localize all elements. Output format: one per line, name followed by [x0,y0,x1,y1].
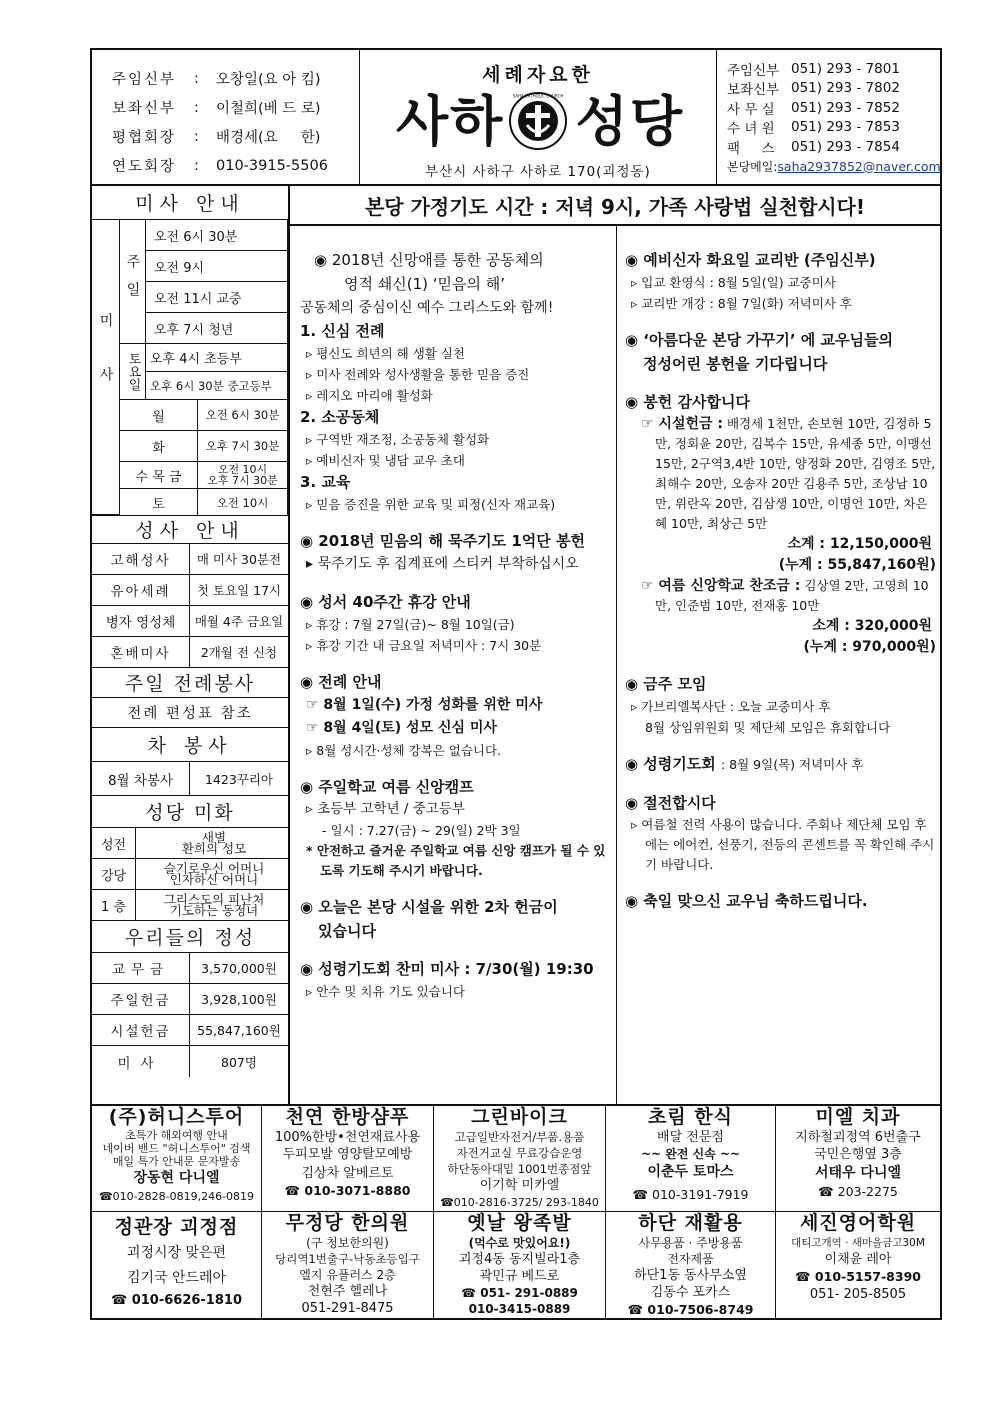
ad-miel-dental: 미엘 치과 지하철괴정역 6번출구 국민은행옆 3층 서태우 다니엘 ☎ 203-2275 [776,1106,940,1212]
ad-jeonggwanjang: 정관장 괴정점 괴정시장 맞은편 김기국 안드레아 ☎ 010-6626-1810 [92,1212,262,1318]
staff-value: 배경세(요 한) [216,130,321,146]
sunday-mass-3: 오전 11시 교중 [146,282,288,313]
car-row: 8월 차봉사 1423꾸리아 [92,762,288,796]
weekday-mon: 월 [120,400,198,431]
mass-label: 미사 [92,220,120,515]
svg-text:SAHA CATHOLIC CHURCH: SAHA CATHOLIC CHURCH [512,93,564,99]
section-title: ◉ 봉헌 감사합니다 [625,393,750,411]
ad-mujeongdang-clinic: 무정당 한의원 (구 청보한의원) 당리역1번출구-낙동초등입구 엘지 유플러스 2층 천현주 헬레나 051-291-8475 [262,1212,434,1318]
section-title: ◉ 금주 모임 [625,675,707,693]
church-name-left: 사하 [396,89,505,153]
mass-table: 미사 주일 오전 6시 30분 오전 9시 오전 11시 교중 오후 7시 청년 토요일 오후 4시 초등부 오후 6시 30분 중고등부 월 오전 6시 30분 화 오후 7시 30분 수 목 금 오전 10시 오후 7시 30분 토 오전 10시 [92,220,288,516]
church-name [382,88,694,154]
bulletin-frame [90,48,942,1320]
column-1: ◉ 2018년 신망애를 통한 공동체의 영적 쇄신(1) ‘믿음의 해’ 공동체의 중심이신 예수 그리스도와 함께! 1. 신심 전례 ▹ 평신도 희년의 해 생활 실천 ▹ 미사 전례와 성사생활을 통한 믿음 증진 ▹ 레지오 마리애 활성화 2. 소공동체 ▹ 구역반 재조정, 소공동체 활성화 ▹ 예비신자 및 냉담 교우 초대 3. 교육 ▹ 믿음 증진을 위한 교육 및 피정(신자 재교육) ◉ 2018년 믿음의 해 묵주기도 1억단 봉헌 ▸ 묵주기도 후 집계표에 스티커 부착하십시오 ◉ 성서 40주간 휴강 안내 ▹ 휴강 : 7월 27일(금)~ 8월 10일(금) ▹ 휴강 기간 내 금요일 저녁미사 : 7시 30분 ◉ 전례 안내 ☞ 8월 1일(수) 가정 성화를 위한 미사 ☞ 8월 4일(토) 성모 신심 미사 ▹ 8월 성시간·성체 강복은 없습니다. ◉ 주일학교 여름 신앙캠프 ▹ 초등부 고학년 / 중고등부 - 일시 : 7.27(금) ~ 29(일) 2박 3일 * 안전하고 즐거운 주일학교 여름 신앙 캠프가 될 수 있도록 기도해 주시기 바랍니다. ◉ 오늘은 본당 시설을 위한 2차 헌금이 있습니다 ◉ 성령기도회 찬미 미사 : 7/30(월) 19:30 ▹ 안수 및 치유 기도 있습니다 [290,226,616,1104]
decor-row: 강당 슬기로우신 어머니 인자하신 어머니 [92,859,288,890]
church-name-right: 성당 [575,89,684,153]
sacrament-row: 혼배미사 2개월 전 신청 [92,637,288,668]
sunday-label: 주일 [120,220,146,344]
ad-honeys-tour: (주)허니스투어 초특가 해외여행 안내 네이버 밴드 "허니스투어" 검색 매일 특가 안내문 문자발송 장동현 다니엘 ☎010-2828-0819,246-0819 [92,1106,262,1212]
contact-row: 사 무 실 051) 293 - 7852 [727,99,900,118]
sacrament-row: 고해성사 매 미사 30분전 [92,544,288,575]
staff-list [92,50,360,184]
offering-row: 미사 807명 [92,1046,288,1077]
section-title: 영적 쇄신(1) ‘믿음의 해’ [344,275,506,293]
staff-row: 연도회장 : 010-3915-5506 [112,151,359,180]
offering-row: 교무금 3,570,000원 [92,953,288,984]
liturgy-title: 주일 전례봉사 [92,668,288,698]
staff-row: 주임신부 : 오창일(요 아 킴) [112,64,359,93]
section-title: ◉ 성서 40주간 휴강 안내 [300,593,471,611]
section-title: ◉ 성령기도회 찬미 미사 : 7/30(월) 19:30 [300,960,594,978]
car-table [92,762,288,796]
ad-sejin-english: 세진영어학원 대티고개역 · 새마을금고30M 이채윤 레아 ☎ 010-5157-8390 051- 205-8505 [791,1212,925,1302]
section-title: ◉ 2018년 신망애를 통한 공동체의 [314,251,544,269]
staff-value: 010-3915-5506 [216,157,328,174]
sacrament-title: 성사 안내 [92,516,288,544]
sunday-mass-1: 오전 6시 30분 [146,220,288,251]
section-title: ◉ 전례 안내 [300,673,382,691]
section-title: ◉ 오늘은 본당 시설을 위한 2차 헌금이 [300,898,558,916]
section-title: ◉ 성령기도회 : 8월 9일(목) 저녁미사 후 [625,755,864,773]
subtitle: 세례자요한 [482,64,594,86]
contact-row: 팩 스 051) 293 - 7854 [727,138,900,157]
section-title: ◉ 2018년 믿음의 해 묵주기도 1억단 봉헌 [300,532,585,550]
decor-table [92,828,288,921]
ad-hadan-recycle: 하단 재활용 사무용품 · 주방용품 전자제품 하단1동 동사무소옆 김동수 포카스 ☎ 010-7506-8749 [606,1212,776,1318]
banner: 본당 가정기도 시간 : 저녁 9시, 가족 사랑법 실천합시다! [290,186,940,226]
decor-title: 성당 미화 [92,796,288,828]
sacrament-row: 유아세례 첫 토요일 17시 [92,575,288,606]
section-subtitle: 공동체의 중심이신 예수 그리스도와 함께! [300,300,554,316]
offering-row: 주일헌금 3,928,100원 [92,984,288,1015]
contact-row: 보좌신부 051) 293 - 7802 [727,80,900,99]
staff-value: 이철희(베 드 로) [216,101,321,117]
staff-label: 평협회장 [112,130,177,146]
ad-green-bike: 그린바이크 고급일반자전거/부품.용품 자전거교실 무료강습운영 하단동아대밑 1001번종점앞 이기학 미카엘 ☎010-2816-3725/ 293-1840 [434,1106,606,1212]
saturday-mass-1: 오후 4시 초등부 [146,344,288,372]
sunday-mass-2: 오전 9시 [146,251,288,282]
left-column [92,186,290,1104]
section-title: ◉ ‘아름다운 본당 가꾸기’ 에 교우님들의 [625,331,893,349]
church-title [360,50,716,184]
offering-row: 시설헌금 55,847,160원 [92,1015,288,1046]
sacrament-table [92,544,288,668]
main-content [290,226,940,1104]
offering-table [92,953,288,1077]
section-title: ◉ 축일 맞으신 교우님 축하드립니다. [625,892,868,910]
header [92,50,940,186]
weekday-sat: 토 [120,489,198,516]
church-logo-icon [508,91,568,151]
column-2: ◉ 예비신자 화요일 교리반 (주임신부) ▹ 입교 환영식 : 8월 5일(일) 교중미사 ▹ 교리반 개강 : 8월 7일(화) 저녁미사 후 ◉ ‘아름다운 본당 가꾸기’ 에 교우님들의 정성어린 봉헌을 기다립니다 ◉ 봉헌 감사합니다 ☞ 시설헌금 : 배경세 1천만, 손보현 10만, 김정하 5만, 정회윤 20만, 김복수 15만, 유세종 5만, 이맹선 15만, 2구역3,4반 10만, 양정화 20만, 김영조 5만, 최해수 20만, 오송자 20만 김용주 5만, 조상남 10만, 위란옥 20만, 김삼생 10만, 이명언 10만, 차은혜 10만, 최상근 5만 소계 : 12,150,000원 (누계 : 55,847,160원) ☞ 여름 신앙학교 찬조금 : 김상열 2만, 고영희 10만, 인준범 10만, 전재홍 10만 소계 : 320,000원 (누계 : 970,000원) ◉ 금주 모임 ▹ 가브리엘복사단 : 오늘 교중미사 후 8월 상임위원회 및 제단체 모임은 휴회합니다 ◉ 성령기도회 : 8월 9일(목) 저녁미사 후 ◉ 절전합시다 ▹ 여름철 전력 사용이 많습니다. 주회나 제단체 모임 후에는 에어컨, 선풍기, 전등의 콘센트를 꼭 확인해 주시기 바랍니다. ◉ 축일 맞으신 교우님 축하드립니다. [616,226,940,1104]
decor-row: 1 층 그리스도의 피난처 기도하는 동정녀 [92,890,288,921]
email-row: 본당메일:saha2937852@naver.com [727,158,941,174]
staff-label: 연도회장 [112,159,177,175]
ad-herbal-shampoo: 천연 한방샴푸 100%한방•천연재료사용 두피모발 영양탈모예방 김상차 알베르토 ☎ 010-3071-8880 [262,1106,434,1212]
contact-row: 주임신부 051) 293 - 7801 [727,60,900,79]
ads-section [92,1104,940,1318]
offering-title: 우리들의 정성 [92,921,288,953]
ad-royal-jokbal: 옛날 왕족발 (먹수로 맛있어요!) 괴정4동 동지빌라1층 곽민규 베드로 ☎ 051- 291-0889 010-3415-0889 [434,1212,606,1318]
saturday-mass-2: 오후 6시 30분 중고등부 [146,372,288,400]
staff-row: 평협회장 : 배경세(요 한) [112,122,359,151]
sunday-mass-4: 오후 7시 청년 [146,313,288,344]
sacrament-row: 병자 영성체 매월 4주 금요일 [92,606,288,637]
staff-label: 주임신부 [112,72,177,88]
church-address: 부산시 사하구 사하로 170(괴정동) [425,164,651,180]
staff-row: 보좌신부 : 이철희(베 드 로) [112,93,359,122]
decor-row: 성전 새별 환희의 성모 [92,828,288,859]
weekday-wed-fri: 수 목 금 [120,462,198,489]
ad-chorim-korean: 초림 한식 배달 전문점 ~~ 완전 신속 ~~ 이춘두 토마스 ☎ 010-3191-7919 [606,1106,776,1212]
section-title: ◉ 주일학교 여름 신앙캠프 [300,778,474,796]
liturgy-text: 전례 편성표 참조 [92,698,288,728]
staff-label: 보좌신부 [112,101,177,117]
car-title: 차 봉사 [92,728,288,762]
section-title: ◉ 예비신자 화요일 교리반 (주임신부) [625,251,876,269]
contact-row: 수 녀 원 051) 293 - 7853 [727,119,900,138]
weekday-tue: 화 [120,431,198,462]
mass-title: 미사 안내 [92,186,288,220]
saturday-label: 토요일 [120,344,146,400]
staff-value: 오창일(요 아 킴) [216,72,321,88]
section-title: ◉ 절전합시다 [625,794,716,812]
email-link[interactable]: saha2937852@naver.com [777,158,941,174]
contact-list [716,50,940,184]
